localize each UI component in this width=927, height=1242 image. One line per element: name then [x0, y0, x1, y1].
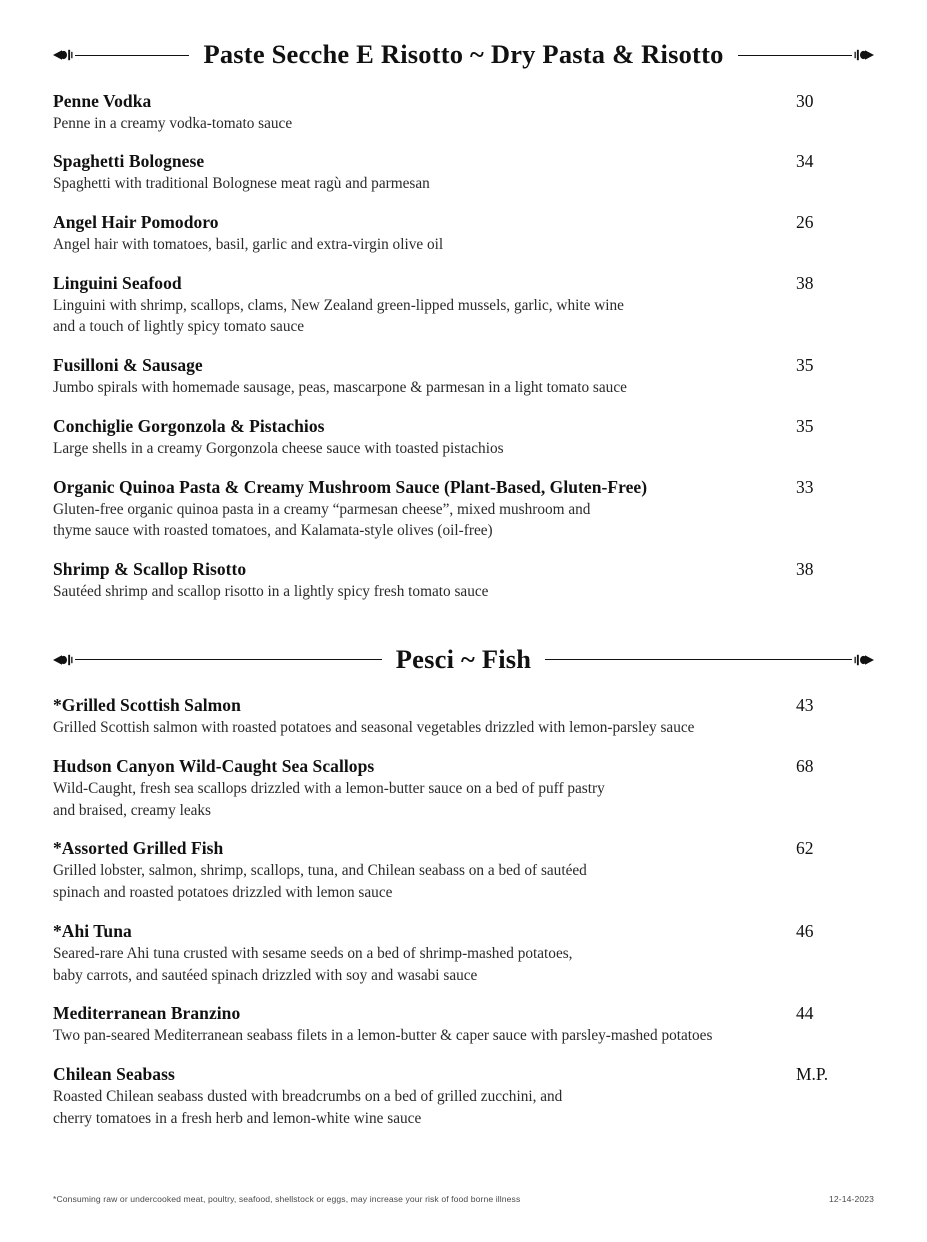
- menu-item-price: 68: [796, 755, 814, 776]
- arrow-right-ornament-icon: [852, 47, 874, 63]
- page-footer: [53, 1194, 874, 1204]
- menu-item-name: Linguini Seafood: [53, 272, 182, 293]
- menu-item-name: Spaghetti Bolognese: [53, 151, 205, 172]
- description-line: Grilled lobster, salmon, shrimp, scallops, tuna, and Chilean seabass on a bed of sautéed: [53, 862, 587, 880]
- menu-item-price: 46: [796, 920, 814, 941]
- menu-item-head: [53, 273, 874, 294]
- menu-item-head: [53, 1003, 874, 1024]
- menu-item-description: [53, 499, 793, 542]
- menu-item[interactable]: [53, 695, 874, 739]
- menu-item-description: [53, 438, 793, 460]
- menu-item-head: [53, 355, 874, 376]
- menu-item[interactable]: [53, 756, 874, 821]
- description-line: Sautéed shrimp and scallop risotto in a lightly spicy fresh tomato sauce: [53, 582, 489, 600]
- description-line: baby carrots, and sautéed spinach drizzled with soy and wasabi sauce: [53, 966, 478, 984]
- menu-item-price: 26: [796, 211, 814, 232]
- menu-item-price: 35: [796, 415, 814, 436]
- menu-item-head: [53, 559, 874, 580]
- menu-item-head: [53, 921, 874, 942]
- menu-item-name: Chilean Seabass: [53, 1063, 175, 1084]
- menu-item[interactable]: [53, 416, 874, 460]
- menu-item-name: *Ahi Tuna: [53, 920, 132, 941]
- description-line: Angel hair with tomatoes, basil, garlic and extra-virgin olive oil: [53, 235, 444, 253]
- section-rule-right: [738, 55, 852, 56]
- menu-item-name: Shrimp & Scallop Risotto: [53, 558, 247, 579]
- menu-item-name: Angel Hair Pomodoro: [53, 211, 219, 232]
- footer-disclaimer: *Consuming raw or undercooked meat, poultry, seafood, shellstock or eggs, may increase your risk of food borne illness: [53, 1194, 521, 1204]
- description-line: Spaghetti with traditional Bolognese meat ragù and parmesan: [53, 175, 430, 193]
- menu-item-head: [53, 838, 874, 859]
- menu-item-description: [53, 717, 793, 739]
- description-line: Wild-Caught, fresh sea scallops drizzled with a lemon-butter sauce on a bed of puff pastry: [53, 779, 605, 797]
- section-rule-right: [545, 659, 852, 660]
- description-line: Gluten-free organic quinoa pasta in a creamy “parmesan cheese”, mixed mushroom and: [53, 500, 591, 518]
- description-line: and a touch of lightly spicy tomato sauce: [53, 318, 305, 336]
- menu-item-description: [53, 377, 793, 399]
- menu-item-name: Hudson Canyon Wild-Caught Sea Scallops: [53, 755, 375, 776]
- menu-item-price: 30: [796, 90, 814, 111]
- menu-item-description: [53, 943, 793, 986]
- section-rule-left: [75, 659, 382, 660]
- section-rule-left: [75, 55, 189, 56]
- menu-item-name: Mediterranean Branzino: [53, 1003, 241, 1024]
- description-line: spinach and roasted potatoes drizzled with lemon sauce: [53, 884, 393, 902]
- menu-item-head: [53, 756, 874, 777]
- section-items-dry-pasta-risotto: [53, 91, 874, 603]
- arrow-left-ornament-icon: [53, 652, 75, 668]
- menu-item-name: Penne Vodka: [53, 90, 152, 111]
- menu-item-description: [53, 1025, 793, 1047]
- menu-item[interactable]: [53, 355, 874, 399]
- description-line: Penne in a creamy vodka-tomato sauce: [53, 114, 293, 132]
- section-header-dry-pasta-risotto: [53, 39, 874, 69]
- menu-item-description: [53, 778, 793, 821]
- arrow-right-ornament-icon: [852, 652, 874, 668]
- menu-item-description: [53, 173, 793, 195]
- menu-item-name: Fusilloni & Sausage: [53, 355, 203, 376]
- menu-item-price: 34: [796, 151, 814, 172]
- description-line: cherry tomatoes in a fresh herb and lemon-white wine sauce: [53, 1109, 422, 1127]
- menu-item-price: 38: [796, 272, 814, 293]
- menu-item[interactable]: [53, 91, 874, 135]
- menu-item-price: 43: [796, 695, 814, 716]
- description-line: Linguini with shrimp, scallops, clams, New Zealand green-lipped mussels, garlic, white wine: [53, 296, 624, 314]
- menu-item-head: [53, 1064, 874, 1085]
- menu-item-price: 44: [796, 1003, 814, 1024]
- menu-item-description: [53, 234, 793, 256]
- menu-item-price: 62: [796, 838, 814, 859]
- menu-item[interactable]: [53, 151, 874, 195]
- section-header-pesci-fish: [53, 643, 874, 674]
- section-items-pesci-fish: [53, 695, 874, 1129]
- menu-item[interactable]: [53, 477, 874, 542]
- menu-item[interactable]: [53, 559, 874, 603]
- description-line: Seared-rare Ahi tuna crusted with sesame seeds on a bed of shrimp-mashed potatoes,: [53, 944, 573, 962]
- menu-item[interactable]: [53, 273, 874, 338]
- menu-item-name: Conchiglie Gorgonzola & Pistachios: [53, 415, 325, 436]
- menu-item-price: 35: [796, 355, 814, 376]
- menu-item-head: [53, 151, 874, 172]
- menu-page: [0, 39, 927, 1242]
- menu-item-head: [53, 477, 874, 498]
- description-line: Large shells in a creamy Gorgonzola cheese sauce with toasted pistachios: [53, 439, 504, 457]
- menu-item-head: [53, 416, 874, 437]
- menu-item-description: [53, 113, 793, 135]
- description-line: thyme sauce with roasted tomatoes, and Kalamata-style olives (oil-free): [53, 522, 493, 540]
- menu-item[interactable]: [53, 921, 874, 986]
- description-line: Grilled Scottish salmon with roasted potatoes and seasonal vegetables drizzled with lemon-parsley sauce: [53, 719, 695, 737]
- menu-item[interactable]: [53, 1003, 874, 1047]
- menu-item[interactable]: [53, 212, 874, 256]
- menu-item-description: [53, 295, 793, 338]
- menu-item-name: *Grilled Scottish Salmon: [53, 695, 241, 716]
- description-line: Two pan-seared Mediterranean seabass filets in a lemon-butter & caper sauce with parsley-mashed potatoes: [53, 1027, 713, 1045]
- menu-item[interactable]: [53, 838, 874, 903]
- menu-item-price: 33: [796, 476, 814, 497]
- arrow-left-ornament-icon: [53, 47, 75, 63]
- menu-item-name: *Assorted Grilled Fish: [53, 838, 224, 859]
- description-line: and braised, creamy leaks: [53, 801, 211, 819]
- menu-item-description: [53, 1086, 793, 1129]
- menu-item-head: [53, 212, 874, 233]
- menu-item-price: 38: [796, 558, 814, 579]
- menu-item-head: [53, 91, 874, 112]
- menu-item-head: [53, 695, 874, 716]
- description-line: Jumbo spirals with homemade sausage, peas, mascarpone & parmesan in a light tomato sauce: [53, 379, 627, 397]
- menu-item-name: Organic Quinoa Pasta & Creamy Mushroom Sauce (Plant-Based, Gluten-Free): [53, 476, 648, 497]
- menu-item[interactable]: [53, 1064, 874, 1129]
- description-line: Roasted Chilean seabass dusted with breadcrumbs on a bed of grilled zucchini, and: [53, 1087, 563, 1105]
- menu-item-description: [53, 581, 793, 603]
- menu-item-description: [53, 860, 793, 903]
- section-title: Pesci ~ Fish: [395, 643, 532, 674]
- section-title: Paste Secche E Risotto ~ Dry Pasta & Risotto: [203, 39, 724, 69]
- footer-date: 12-14-2023: [829, 1194, 874, 1204]
- menu-item-price: M.P.: [796, 1063, 829, 1084]
